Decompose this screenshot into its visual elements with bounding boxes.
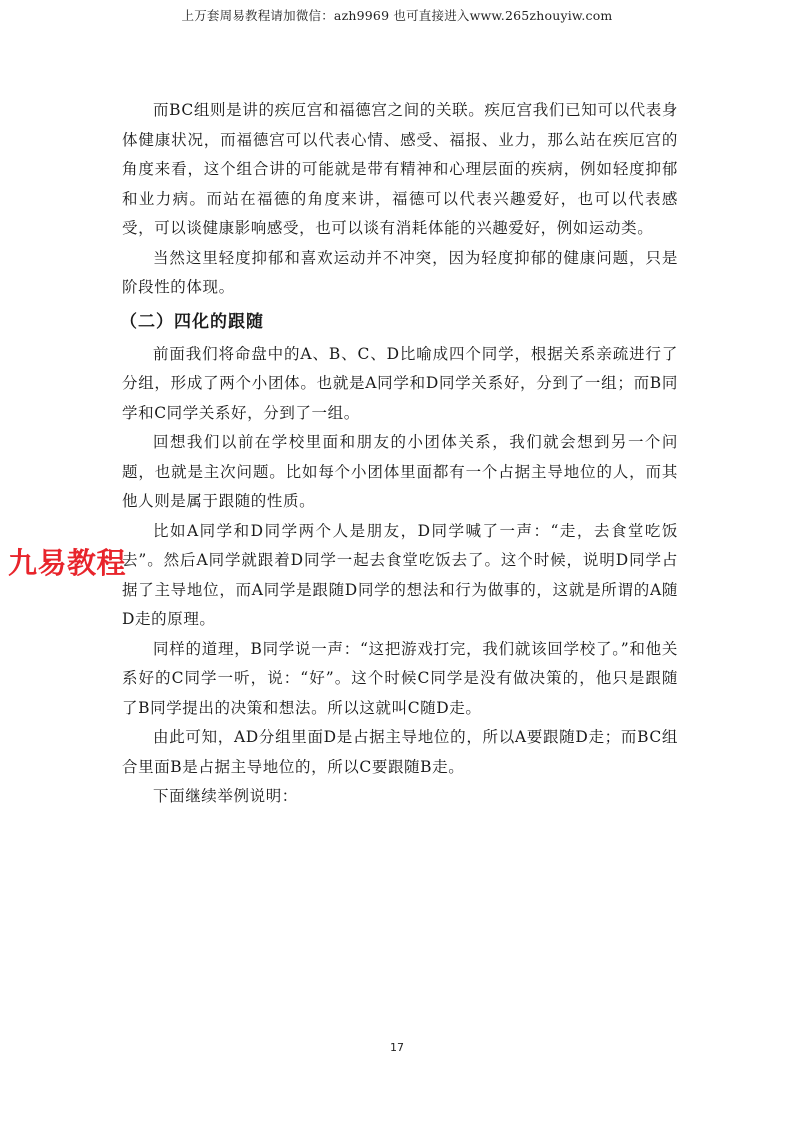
paragraph: 比如A同学和D同学两个人是朋友，D同学喊了一声：“走，去食堂吃饭去”。然后A同学就跟着D同学一起去食堂吃饭去了。这个时候，说明D同学占据了主导地位，而A同学是跟随D同学的想法和行为做事的，这就是所谓的A随D走的原理。: [122, 521, 678, 628]
paragraph: 而BC组则是讲的疾厄宫和福德宫之间的关联。疾厄宫我们已知可以代表身体健康状况，而福德宫可以代表心情、感受、福报、业力，那么站在疾厄宫的角度来看，这个组合讲的可能就是带有精神和心理层面的疾病，例如轻度抑郁和业力病。而站在福德的角度来讲，福德可以代表兴趣爱好，也可以代表感受，可以谈健康影响感受，也可以谈有消耗体能的兴趣爱好，例如运动类。: [122, 101, 678, 237]
paragraph: 回想我们以前在学校里面和朋友的小团体关系，我们就会想到另一个问题，也就是主次问题。比如每个小团体里面都有一个占据主导地位的人，而其他人则是属于跟随的性质。: [122, 433, 678, 510]
page-number: 17: [390, 1041, 404, 1054]
paragraph: 由此可知，AD分组里面D是占据主导地位的，所以A要跟随D走；而BC组合里面B是占据主导地位的，所以C要跟随B走。: [122, 728, 678, 776]
paragraph: 前面我们将命盘中的A、B、C、D比喻成四个同学，根据关系亲疏进行了分组，形成了两个小团体。也就是A同学和D同学关系好，分到了一组；而B同学和C同学关系好，分到了一组。: [122, 344, 678, 422]
watermark-logo: 九易教程: [8, 546, 127, 580]
paragraph: 下面继续举例说明：: [153, 787, 298, 805]
section-heading: （二）四化的跟随: [120, 311, 264, 332]
paragraph: 当然这里轻度抑郁和喜欢运动并不冲突，因为轻度抑郁的健康问题，只是阶段性的体现。: [122, 248, 678, 296]
page-body: [122, 96, 678, 812]
paragraph: 同样的道理，B同学说一声：“这把游戏打完，我们就该回学校了。”和他关系好的C同学一听，说：“好”。这个时候C同学是没有做决策的，他只是跟随了B同学提出的决策和想法。所以这就叫C随D走。: [122, 639, 678, 717]
page-header: 上万套周易教程请加微信：azh9969 也可直接进入www.265zhouyiw.com: [181, 8, 613, 23]
